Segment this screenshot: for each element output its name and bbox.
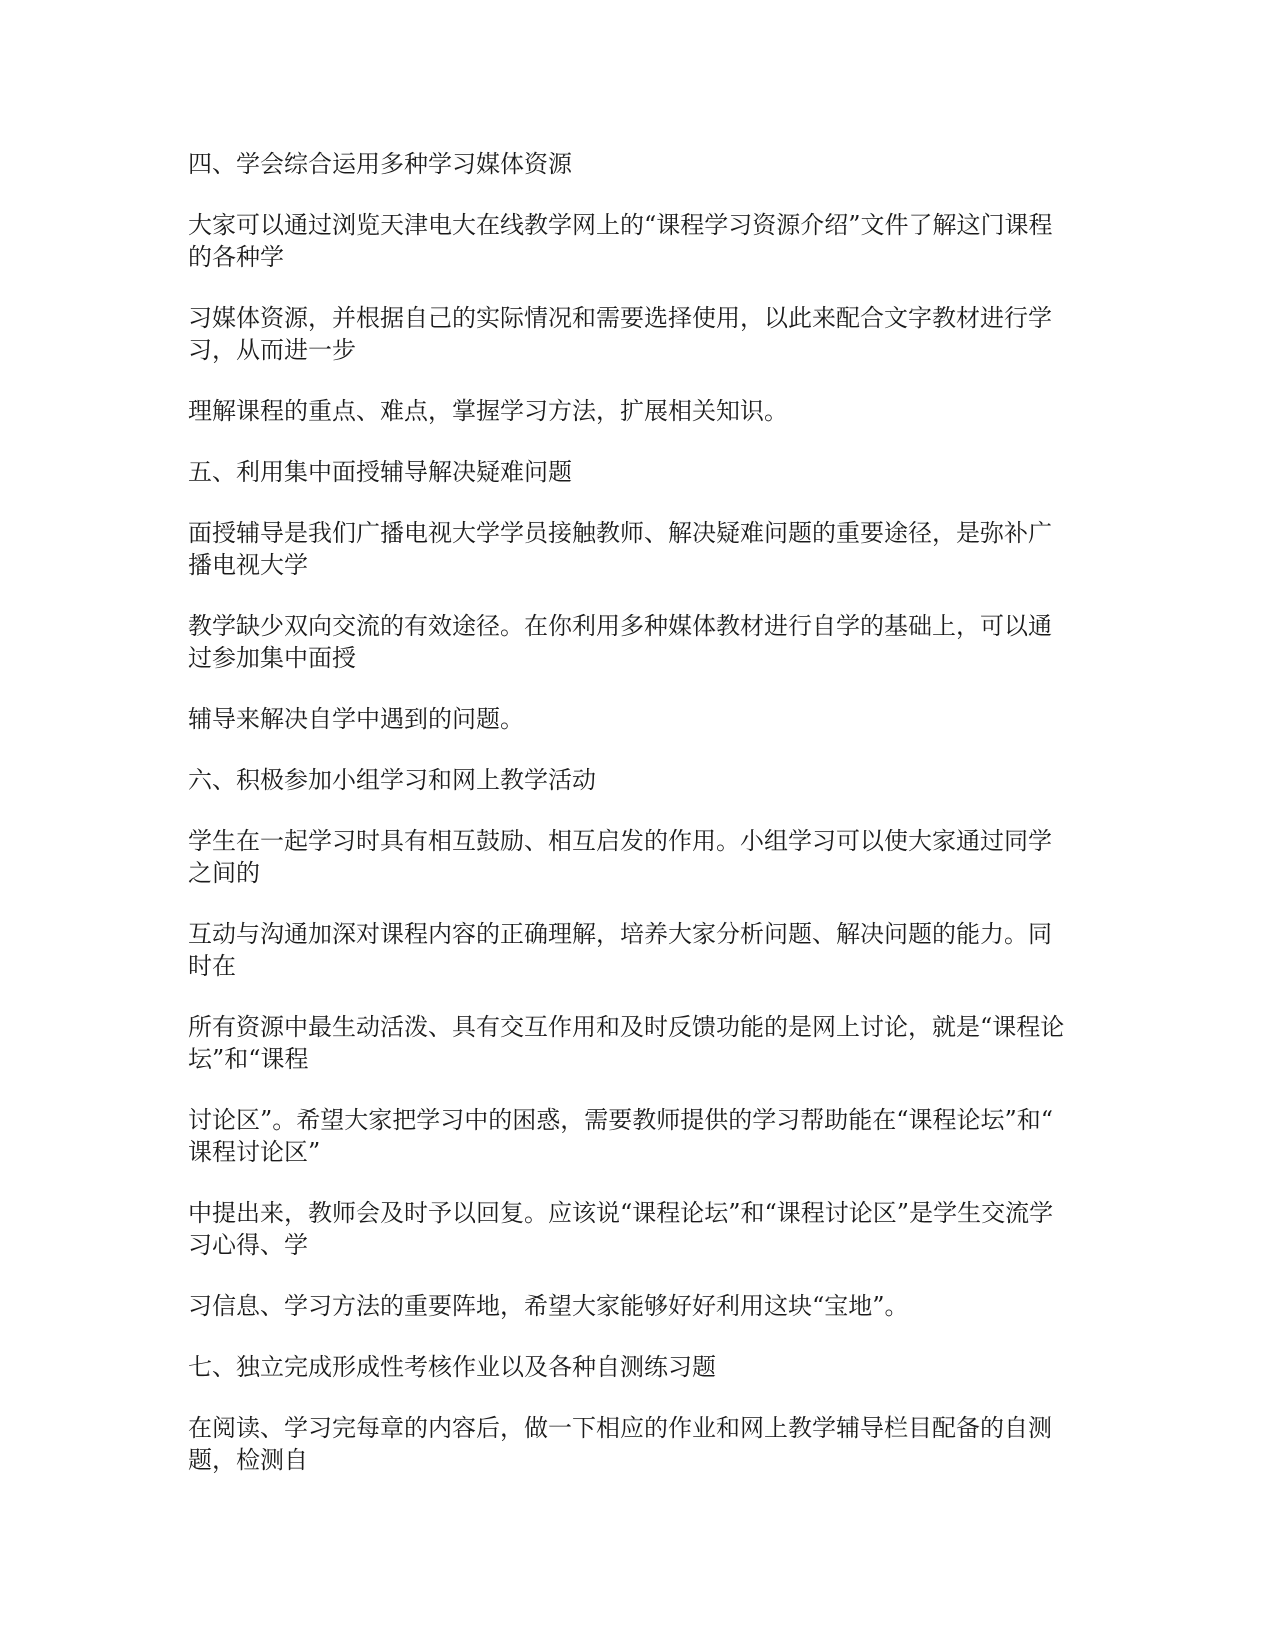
text-line: 过参加集中面授	[188, 644, 356, 672]
text-line: 学生在一起学习时具有相互鼓励、相互启发的作用。小组学习可以使大家通过同学	[188, 827, 1052, 855]
paragraph	[188, 302, 1088, 366]
paragraph	[188, 918, 1088, 982]
document-page	[188, 148, 1088, 1505]
text-line: 课程讨论区”	[188, 1138, 321, 1166]
text-line: 大家可以通过浏览天津电大在线教学网上的“课程学习资源介绍”文件了解这门课程	[188, 211, 1053, 239]
text-line: 习心得、学	[188, 1231, 308, 1259]
paragraph	[188, 1104, 1088, 1168]
paragraph	[188, 1412, 1088, 1476]
text-line: 之间的	[188, 859, 260, 887]
paragraph	[188, 209, 1088, 273]
text-line: 理解课程的重点、难点，掌握学习方法，扩展相关知识。	[188, 397, 788, 425]
text-line: 坛”和“课程	[188, 1045, 309, 1073]
text-line: 教学缺少双向交流的有效途径。在你利用多种媒体教材进行自学的基础上，可以通	[188, 612, 1052, 640]
text-line: 习信息、学习方法的重要阵地，希望大家能够好好利用这块“宝地”。	[188, 1292, 909, 1320]
paragraph	[188, 1351, 1088, 1383]
paragraph	[188, 1290, 1088, 1322]
paragraph	[188, 610, 1088, 674]
text-line: 在阅读、学习完每章的内容后，做一下相应的作业和网上教学辅导栏目配备的自测	[188, 1414, 1052, 1442]
text-line: 互动与沟通加深对课程内容的正确理解，培养大家分析问题、解决问题的能力。同	[188, 920, 1052, 948]
text-line: 四、学会综合运用多种学习媒体资源	[188, 150, 572, 178]
paragraph	[188, 703, 1088, 735]
paragraph	[188, 517, 1088, 581]
text-line: 辅导来解决自学中遇到的问题。	[188, 705, 524, 733]
text-line: 讨论区”。希望大家把学习中的困惑，需要教师提供的学习帮助能在“课程论坛”和“	[188, 1106, 1054, 1134]
paragraph	[188, 825, 1088, 889]
text-line: 六、积极参加小组学习和网上教学活动	[188, 766, 596, 794]
text-line: 的各种学	[188, 243, 284, 271]
paragraph	[188, 395, 1088, 427]
text-line: 时在	[188, 952, 236, 980]
text-line: 面授辅导是我们广播电视大学学员接触教师、解决疑难问题的重要途径，是弥补广	[188, 519, 1052, 547]
paragraph	[188, 1011, 1088, 1075]
paragraph	[188, 1197, 1088, 1261]
paragraph	[188, 148, 1088, 180]
text-line: 习，从而进一步	[188, 336, 356, 364]
paragraph	[188, 456, 1088, 488]
text-line: 中提出来，教师会及时予以回复。应该说“课程论坛”和“课程讨论区”是学生交流学	[188, 1199, 1054, 1227]
text-line: 七、独立完成形成性考核作业以及各种自测练习题	[188, 1353, 716, 1381]
text-line: 所有资源中最生动活泼、具有交互作用和及时反馈功能的是网上讨论，就是“课程论	[188, 1013, 1065, 1041]
text-line: 五、利用集中面授辅导解决疑难问题	[188, 458, 572, 486]
text-line: 题，检测自	[188, 1446, 308, 1474]
text-line: 播电视大学	[188, 551, 308, 579]
paragraph	[188, 764, 1088, 796]
text-line: 习媒体资源，并根据自己的实际情况和需要选择使用，以此来配合文字教材进行学	[188, 304, 1052, 332]
